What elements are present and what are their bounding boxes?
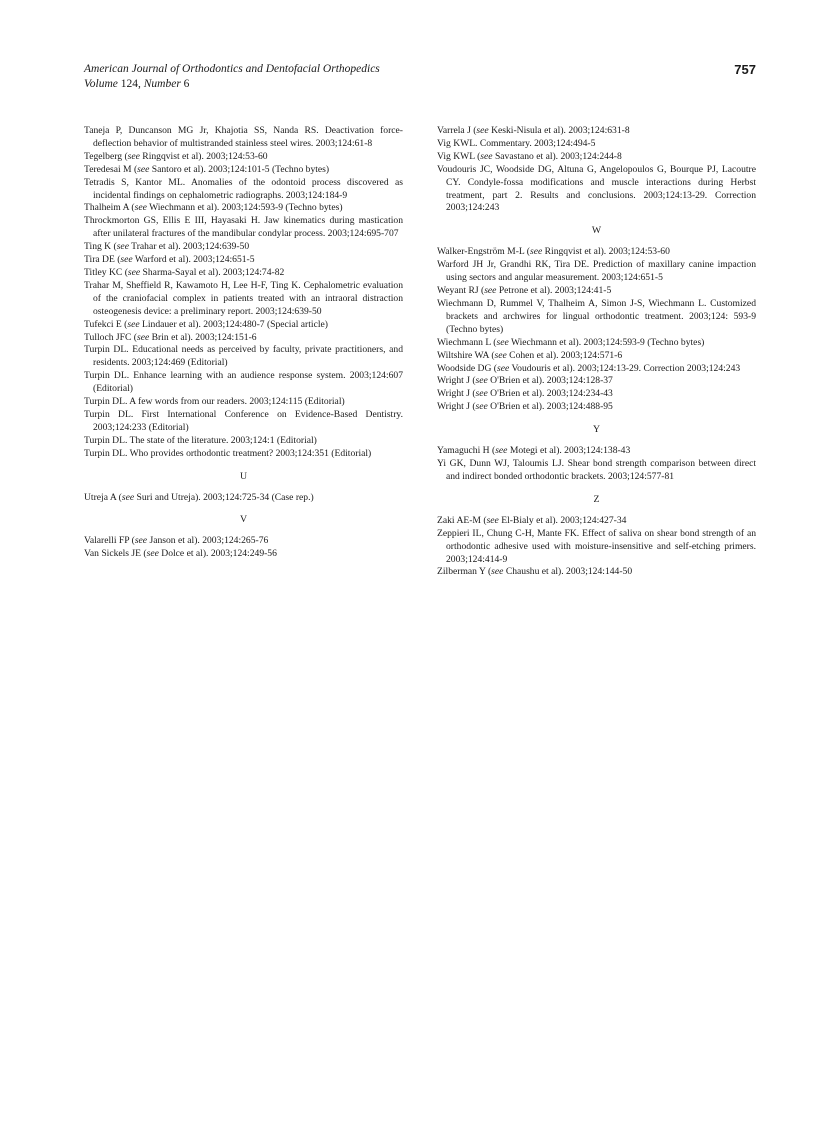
index-entry: [84, 370, 403, 396]
index-entry: [84, 535, 403, 548]
index-entry: [84, 267, 403, 280]
see-reference: see: [136, 331, 150, 343]
see-reference: see: [496, 336, 509, 348]
journal-title: American Journal of Orthodontics and Dentofacial Orthopedics: [84, 63, 380, 75]
see-reference: see: [475, 388, 488, 400]
see-reference: see: [486, 514, 499, 526]
see-reference: see: [496, 362, 510, 374]
entry-text: Teredesai M (: [84, 163, 138, 175]
index-entry: [84, 241, 403, 254]
see-reference: see: [121, 491, 135, 503]
entry-text: Turpin DL. The state of the literature. 2003;124:1 (Editorial): [84, 434, 317, 446]
number-label: Number: [143, 78, 181, 90]
entry-text: Ting K (: [84, 241, 117, 253]
entry-text: Throckmorton GS, Ellis E III, Hayasaki H. Jaw kinematics during mastication after unilateral fractures of the mandibular condylar process. 2003;124:695-707: [84, 215, 403, 240]
see-reference: see: [530, 246, 543, 258]
entry-text: Yi GK, Dunn WJ, Taloumis LJ. Shear bond strength comparison between direct and indirect bonded orthodontic brackets. 2003;124:577-81: [437, 458, 756, 482]
index-entry: [437, 164, 756, 216]
see-reference: see: [127, 318, 140, 330]
see-reference: see: [134, 202, 147, 214]
index-entry: [84, 280, 403, 319]
index-entry: [437, 445, 756, 458]
index-entry: [84, 177, 403, 203]
index-entry: [84, 319, 403, 332]
entry-text: Tira DE (: [84, 254, 121, 266]
index-entry: [437, 363, 756, 376]
section-letter: V: [239, 514, 248, 526]
entry-text: Valarelli FP (: [84, 535, 135, 547]
see-reference: see: [127, 150, 140, 162]
entry-text: Wright J (: [437, 375, 476, 387]
entry-text-continued: O'Brien et al). 2003;124:128-37: [487, 375, 613, 387]
entry-text: Zilberman Y (: [437, 566, 492, 578]
entry-text: Zeppieri IL, Chung C-H, Mante FK. Effect of saliva on shear bond strength of an orthodontic adhesive used with moisture-insensitive and self-etching primers. 2003;124:414-9: [437, 527, 756, 565]
index-entry: [437, 246, 756, 259]
entry-text-continued: Ringqvist et al). 2003;124:53-60: [542, 246, 670, 258]
entry-text: Zaki AE-M (: [437, 514, 487, 526]
volume-label: Volume: [84, 78, 118, 90]
entry-text-continued: Cohen et al). 2003;124:571-6: [506, 349, 623, 361]
see-reference: see: [495, 445, 508, 457]
entry-text: Turpin DL. A few words from our readers. 2003;124:115 (Editorial): [84, 396, 345, 408]
section-letter: Y: [592, 424, 601, 436]
entry-text-continued: Keski-Nisula et al). 2003;124:631-8: [488, 125, 630, 136]
volume-number: 124,: [120, 78, 141, 90]
entry-text-continued: Brin et al). 2003;124:151-6: [149, 331, 257, 343]
index-entry: [84, 344, 403, 370]
index-entry: [84, 151, 403, 164]
index-entry: [437, 298, 756, 337]
index-entry: [84, 254, 403, 267]
entry-text: Taneja P, Duncanson MG Jr, Khajotia SS, Nanda RS. Deactivation force-deflection behavior of multistranded stainless steel wires. 2003;124:61-8: [84, 125, 403, 149]
index-entry: [437, 151, 756, 164]
entry-text: Warford JH Jr, Grandhi RK, Tira DE. Prediction of maxillary canine impaction using sectors and angular measurement. 2003;124:651-5: [437, 259, 756, 284]
see-reference: see: [480, 150, 493, 162]
entry-text: Trahar M, Sheffield R, Kawamoto H, Lee H-F, Ting K. Cephalometric evaluation of the craniofacial complex in patients treated with an intraoral distraction osteogenesis device: a preliminary report. 2003;124:639-50: [84, 279, 403, 317]
entry-text-continued: El-Bialy et al). 2003;124:427-34: [498, 514, 627, 526]
entry-text: Van Sickels JE (: [84, 548, 147, 560]
entry-text: Thalheim A (: [84, 202, 135, 214]
entry-text-continued: Motegi et al). 2003;124:138-43: [507, 445, 631, 457]
index-entry: [84, 492, 403, 505]
see-reference: see: [116, 241, 129, 253]
index-entry: [84, 435, 403, 448]
index-entry: [437, 259, 756, 285]
entry-text: Walker-Engström M-L (: [437, 246, 530, 258]
entry-text-continued: Suri and Utreja). 2003;124:725-34 (Case rep.): [134, 491, 314, 503]
index-column-right: [437, 125, 756, 579]
entry-text: Turpin DL. Educational needs as perceived by faculty, private practitioners, and residents. 2003;124:469 (Editorial): [84, 344, 403, 369]
entry-text-continued: O'Brien et al). 2003;124:488-95: [487, 401, 613, 413]
entry-text: Tulloch JFC (: [84, 331, 137, 343]
entry-text: Voudouris JC, Woodside DG, Altuna G, Angelopoulos G, Bourque PJ, Lacoutre CY. Condyle-fossa modifications and muscle interactions during Herbst treatment, part 2. Results and conclusions. 2003;124:13-29. Correction 2003;124:243: [437, 163, 756, 214]
entry-text: Tegelberg (: [84, 150, 128, 162]
see-reference: see: [475, 375, 488, 387]
entry-text: Turpin DL. Who provides orthodontic treatment? 2003;124:351 (Editorial): [84, 447, 372, 459]
entry-text-continued: Trahar et al). 2003;124:639-50: [128, 241, 250, 253]
see-reference: see: [491, 566, 504, 578]
entry-text: Wiechmann D, Rummel V, Thalheim A, Simon J-S, Wiechmann L. Customized brackets and archwires for lingual orthodontic treatment. 2003;124: 593-9 (Techno bytes): [437, 297, 756, 335]
entry-text: Wiltshire WA (: [437, 349, 495, 361]
see-reference: see: [475, 401, 488, 413]
entry-text-continued: Savastano et al). 2003;124:244-8: [492, 150, 622, 162]
entry-text-continued: Ringqvist et al). 2003;124:53-60: [139, 150, 268, 162]
entry-text-continued: Wiechmann et al). 2003;124:593-9 (Techno bytes): [508, 336, 705, 348]
index-entry: [437, 458, 756, 484]
index-entry: [84, 548, 403, 561]
entry-text: Yamaguchi H (: [437, 445, 496, 457]
volume-line: [84, 77, 756, 92]
entry-text-continued: Janson et al). 2003;124:265-76: [147, 535, 269, 547]
index-entry: [437, 515, 756, 528]
entry-text-continued: Santoro et al). 2003;124:101-5 (Techno bytes): [149, 163, 330, 175]
entry-text-continued: Warford et al). 2003;124:651-5: [132, 254, 255, 266]
entry-text-continued: Petrone et al). 2003;124:41-5: [496, 285, 612, 297]
see-reference: see: [127, 266, 141, 278]
entry-text-continued: O'Brien et al). 2003;124:234-43: [487, 388, 613, 400]
index-entry: [84, 396, 403, 409]
index-entry: [84, 409, 403, 435]
entry-text-continued: Wiechmann et al). 2003;124:593-9 (Techno bytes): [146, 202, 343, 214]
entry-text-continued: Dolce et al). 2003;124:249-56: [158, 548, 277, 560]
entry-text: Turpin DL. Enhance learning with an audience response system. 2003;124:607 (Editorial): [84, 370, 403, 395]
entry-text: Tetradis S, Kantor ML. Anomalies of the odontoid process discovered as incidental findings on cephalometric radiographs. 2003;124:184-9: [84, 176, 403, 201]
entry-text: Titley KC (: [84, 266, 128, 278]
entry-text: Utreja A (: [84, 491, 122, 503]
index-entry: [84, 215, 403, 241]
page-number: 757: [734, 62, 756, 77]
see-reference: see: [476, 125, 489, 136]
index-entry: [437, 375, 756, 388]
section-letter: W: [591, 225, 602, 237]
index-entry: [437, 138, 756, 151]
entry-text: Wright J (: [437, 401, 476, 413]
index-entry: [84, 448, 403, 461]
see-reference: see: [146, 548, 159, 560]
index-entry: [84, 125, 403, 151]
entry-text-continued: Sharma-Sayal et al). 2003;124:74-82: [140, 266, 285, 278]
entry-text: Wiechmann L (: [437, 336, 497, 348]
index-entry: [437, 528, 756, 567]
index-entry: [84, 202, 403, 215]
index-entry: [437, 285, 756, 298]
entry-text: Turpin DL. First International Conference on Evidence-Based Dentistry. 2003;124:233 (Editorial): [84, 408, 403, 433]
see-reference: see: [137, 163, 150, 175]
index-entry: [437, 566, 756, 579]
index-entry: [437, 125, 756, 138]
entry-text-continued: Voudouris et al). 2003;124:13-29. Correction 2003;124:243: [509, 362, 741, 374]
entry-text: Vig KWL (: [437, 150, 481, 162]
index-entry: [84, 164, 403, 177]
index-column-left: [84, 125, 403, 561]
index-entry: [437, 337, 756, 350]
see-reference: see: [494, 349, 507, 361]
index-entry: [84, 332, 403, 345]
entry-text: Varrela J (: [437, 125, 477, 136]
index-entry: [437, 401, 756, 414]
entry-text-continued: Chaushu et al). 2003;124:144-50: [503, 566, 633, 578]
running-header: [84, 62, 756, 92]
section-letter: U: [239, 470, 248, 482]
entry-text-continued: Lindauer et al). 2003;124:480-7 (Special article): [139, 318, 328, 330]
see-reference: see: [484, 285, 497, 297]
entry-text: Vig KWL. Commentary. 2003;124:494-5: [437, 137, 596, 149]
index-entry: [437, 388, 756, 401]
see-reference: see: [134, 535, 148, 547]
index-entry: [437, 350, 756, 363]
entry-text: Weyant RJ (: [437, 285, 485, 297]
entry-text: Tufekci E (: [84, 318, 128, 330]
entry-text: Woodside DG (: [437, 362, 497, 374]
entry-text: Wright J (: [437, 388, 476, 400]
see-reference: see: [120, 254, 133, 266]
number-value: 6: [183, 78, 190, 90]
section-letter: Z: [593, 493, 600, 505]
